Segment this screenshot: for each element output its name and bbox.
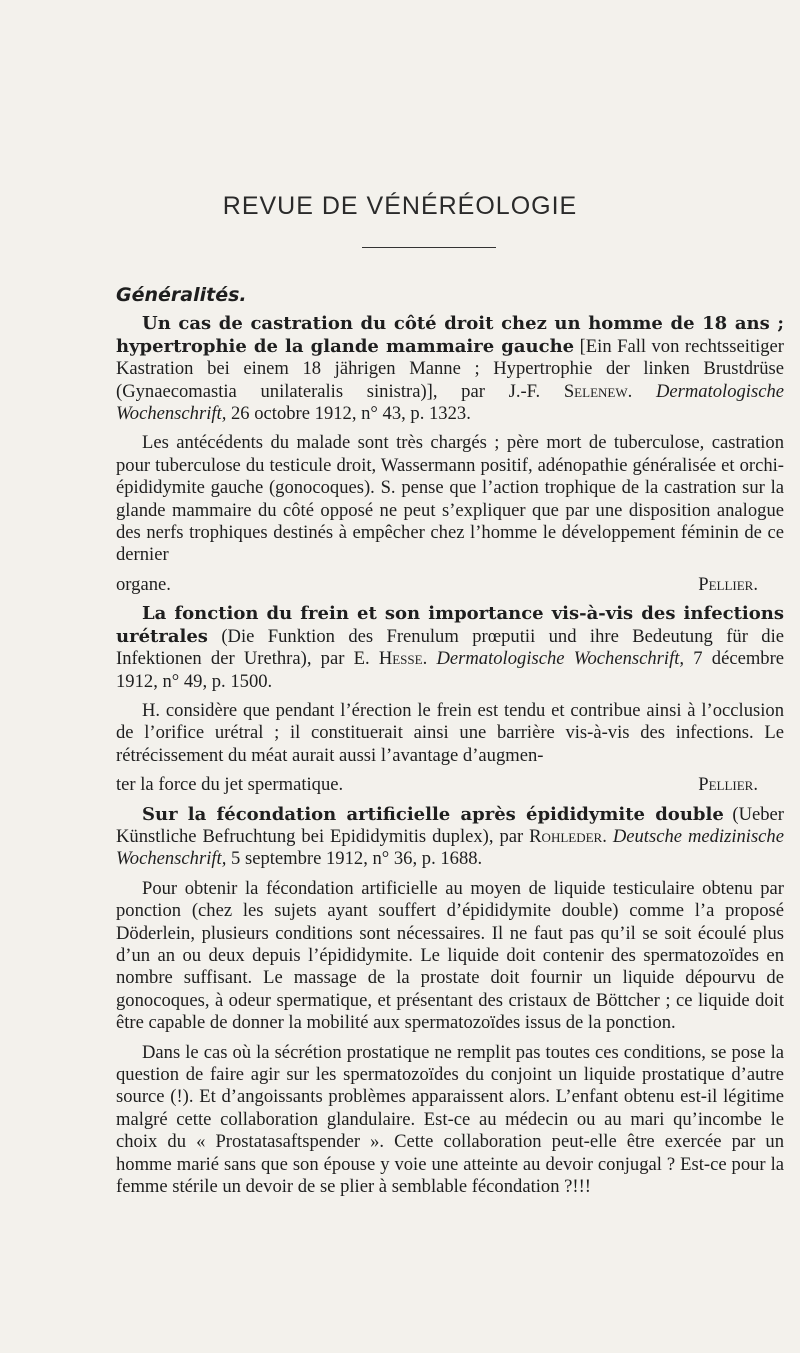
article-signature: Pellier. bbox=[698, 573, 758, 595]
article-journal: Deutsche medizinische Wochenschrift, bbox=[116, 825, 784, 870]
article-body-text: H. considère que pendant l’érection le frein est tendu et contribue ainsi à l’occlusion de l’orifice urétral ; il constituerait ainsi une barrière vis-à-vis des infections. Le rétrécissement du méat aurait aussi l’avantage d’augmen- bbox=[116, 699, 784, 766]
article-author: Hesse bbox=[378, 648, 423, 670]
section-heading: Généralités. bbox=[116, 284, 247, 306]
article-original-title: (Ueber Künstliche Befruchtung bei Epididymitis duplex), par bbox=[116, 803, 784, 847]
signature-line bbox=[116, 574, 784, 596]
article-last-line: organe. bbox=[116, 573, 171, 595]
article-title: Un cas de castration du côté droit chez un homme de 18 ans ; hypertrophie de la glande mammaire gauche bbox=[116, 313, 784, 357]
article-body-paragraph: Pour obtenir la fécondation artificielle au moyen de liquide testiculaire obtenu par ponction (chez les sujets ayant souffert d’épididymite double) comme l’a proposé Döderlein, plusieurs conditions sont nécessaires. Il ne faut pas qu’il se soit écoulé plus d’un an ou deux depuis l’épididymite. Le liquide doit contenir des spermatozoïdes en nombre suffisant. Le massage de la prostate doit fournir un liquide dépourvu de gonocoques, à odeur spermatique, et présentant des cristaux de Böttcher ; ce liquide doit être capable de donner la mobilité aux spermatozoïdes issus de la ponction. bbox=[116, 877, 784, 1034]
article-journal: Dermatologische Wochenschrift, bbox=[436, 648, 685, 670]
page-title: REVUE DE VÉNÉRÉOLOGIE bbox=[222, 192, 578, 220]
separator: . bbox=[602, 825, 613, 847]
article-reference bbox=[116, 804, 784, 871]
article-title: La fonction du frein et son importance vis-à-vis des infections urétrales bbox=[116, 603, 784, 647]
article-body bbox=[116, 432, 784, 566]
article-reference bbox=[116, 603, 784, 693]
separator: . bbox=[422, 648, 437, 670]
article-citation: 7 décembre 1912, n° 49, p. 1500. bbox=[116, 648, 785, 692]
article-citation: 5 septembre 1912, n° 36, p. 1688. bbox=[226, 848, 483, 870]
article-column bbox=[116, 284, 784, 1205]
article-body-paragraph: Dans le cas où la sécrétion prostatique ne remplit pas toutes ces conditions, se pose la question de faire agir sur les spermatozoïdes du conjoint un liquide prostatique d’autre source (!). Et d’angoissants problèmes apparaissent alors. L’enfant obtenu est-il légitime malgré cette collaboration glandulaire. Est-ce au médecin ou au mari qu’incombe le choix du « Prostatasaftspender ». Cette collaboration peut-elle être exercée par un homme marié sans que son épouse y voie une atteinte au devoir conjugal ? Est-ce pour la femme stérile un devoir de se plier à semblable fécondation ?!!! bbox=[116, 1041, 784, 1198]
article-body bbox=[116, 700, 784, 767]
article-title: Sur la fécondation artificielle après épididymite double bbox=[142, 803, 724, 825]
separator: . bbox=[627, 380, 656, 402]
article-reference bbox=[116, 313, 784, 425]
signature-line bbox=[116, 774, 784, 796]
article-author: Selenew bbox=[563, 380, 628, 402]
article-author: Rohleder bbox=[529, 825, 603, 847]
article-original-title: (Die Funktion des Frenulum prœputii und ihre Bedeutung für die Infektionen der Urethra), par E. bbox=[116, 625, 784, 670]
article-original-title: [Ein Fall von rechtsseitiger Kastration bei einem 18 jährigen Manne ; Hypertrophie der linken Brustdrüse (Gynaecomastia unilateralis sinistra)], par J.-F. bbox=[116, 335, 784, 402]
title-divider bbox=[362, 247, 496, 248]
article-citation: 26 octobre 1912, n° 43, p. 1323. bbox=[226, 403, 471, 425]
article-last-line: ter la force du jet spermatique. bbox=[116, 774, 344, 796]
article-body-text: Les antécédents du malade sont très chargés ; père mort de tuberculose, castration pour tuberculose du testicule droit, Wassermann positif, adénopathie généralisée et orchi-épididymite gauche (gonocoques). S. pense que l’action trophique de la castration sur la glande mammaire du côté opposé ne peut s’expliquer que par une disposition analogue des nerfs trophiques destinés à empêcher chez l’homme le développement féminin de ce dernier bbox=[116, 432, 784, 566]
article-journal: Dermatologische Wochenschrift, bbox=[116, 380, 785, 425]
article-signature: Pellier. bbox=[698, 774, 758, 796]
